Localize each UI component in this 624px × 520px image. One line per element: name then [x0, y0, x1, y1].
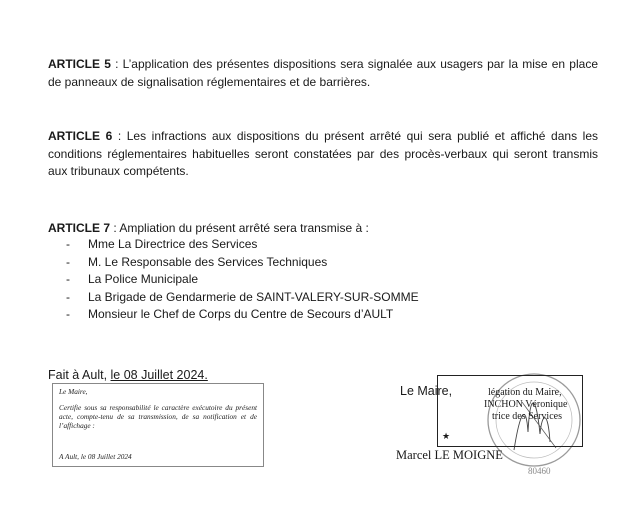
article-6-heading: ARTICLE 6 — [48, 129, 113, 143]
article-6 — [48, 128, 598, 181]
list-item: - M. Le Responsable des Services Techniques — [66, 254, 328, 269]
article-7 — [48, 220, 598, 238]
list-item: - La Brigade de Gendarmerie de SAINT-VALERY-SUR-SOMME — [66, 289, 419, 304]
article-5-text: : L’application des présentes dispositions sera signalée aux usagers par la mise en place de panneaux de signalisation réglementaires et de barrières. — [48, 57, 598, 89]
certification-body: Certifie sous sa responsabilité le caractère exécutoire du présent acte, compte-tenu de sa transmission, de sa notification et de l’affichage : — [59, 403, 257, 430]
signer-name: Marcel LE MOIGNE — [396, 448, 503, 462]
article-7-heading: ARTICLE 7 — [48, 221, 111, 235]
delegation-stamp — [437, 375, 583, 447]
certification-box — [52, 383, 264, 467]
delegation-line-3: trice des Services — [492, 411, 562, 422]
list-item: - Mme La Directrice des Services — [66, 237, 258, 251]
place-date — [48, 368, 208, 382]
date-text: le 08 Juillet 2024. — [110, 368, 208, 382]
certification-title: Le Maire, — [59, 387, 88, 396]
article-6-text: : Les infractions aux dispositions du présent arrêté qui sera publié et affiché dans les conditions réglementaires habituelles seront constatées par des procès-verbaux qui seront transmis aux tribunaux compétents. — [48, 129, 598, 178]
recipient-list — [66, 236, 419, 324]
signature-maire-label: Le Maire, — [400, 384, 453, 398]
article-5 — [48, 56, 598, 91]
article-5-heading: ARTICLE 5 — [48, 57, 111, 71]
stamp-text: 80460 — [528, 466, 551, 476]
certification-date: A Ault, le 08 Juillet 2024 — [59, 452, 132, 461]
list-item: - Monsieur le Chef de Corps du Centre de Secours d’AULT — [66, 307, 394, 321]
star-icon: ★ — [442, 431, 451, 441]
place-text: Fait à Ault, — [48, 368, 111, 382]
delegation-line-2: INCHON Véronique — [484, 399, 568, 410]
article-7-text: : Ampliation du présent arrêté sera transmise à : — [110, 221, 369, 235]
list-item: - La Police Municipale — [66, 272, 199, 286]
delegation-line-1: légation du Maire, — [488, 387, 562, 398]
